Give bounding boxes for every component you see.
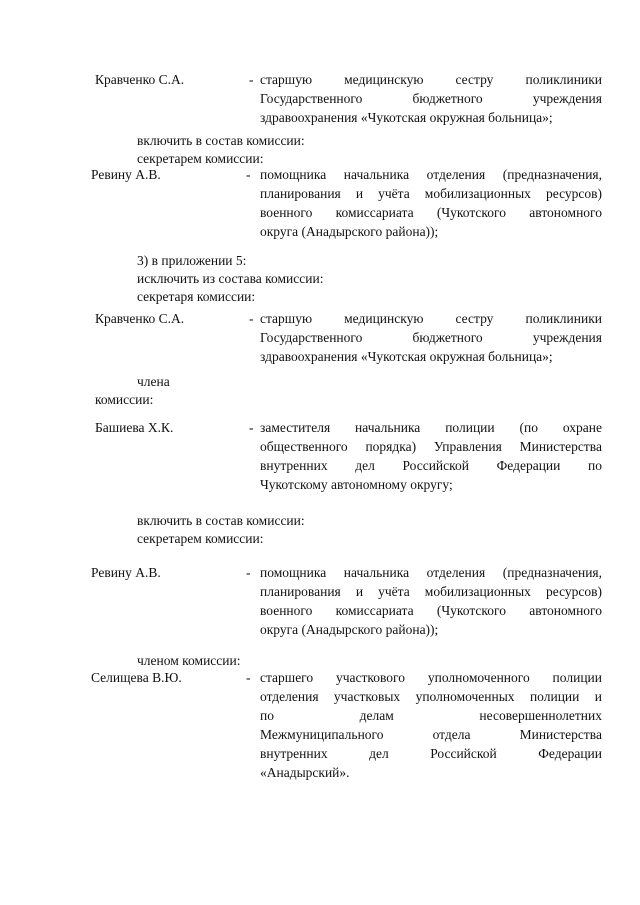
person-position xyxy=(260,309,602,366)
section-heading: 3) в приложении 5: xyxy=(137,253,247,268)
dash: - xyxy=(246,565,251,580)
section-heading: исключить из состава комиссии: xyxy=(137,271,324,286)
position-line: старшую медицинскую сестру поликлиники xyxy=(260,72,602,87)
person-position xyxy=(260,563,602,639)
position-line: здравоохранения «Чукотская окружная больница»; xyxy=(260,349,553,364)
position-line: Межмуниципального отдела Министерства xyxy=(260,727,602,742)
position-line: старшую медицинскую сестру поликлиники xyxy=(260,311,602,326)
position-line: Государственного бюджетного учреждения xyxy=(260,91,602,106)
dash: - xyxy=(249,420,254,435)
section-heading: секретарем комиссии: xyxy=(137,531,264,546)
section-heading: членом комиссии: xyxy=(137,653,241,668)
person-name: Ревину А.В. xyxy=(91,167,161,182)
position-line: планирования и учёта мобилизационных ресурсов) xyxy=(260,584,602,599)
person-position xyxy=(260,668,602,782)
position-line: отделения участковых уполномоченных полиции и xyxy=(260,689,602,704)
section-heading: члена xyxy=(137,374,170,389)
section-heading: секретарем комиссии: xyxy=(137,151,264,166)
position-line: округа (Анадырского района)); xyxy=(260,622,439,637)
position-line: внутренних дел Российской Федерации по xyxy=(260,458,602,473)
position-line: округа (Анадырского района)); xyxy=(260,224,439,239)
section-heading: включить в состав комиссии: xyxy=(137,133,305,148)
section-heading: комиссии: xyxy=(95,392,154,407)
dash: - xyxy=(249,72,254,87)
person-name: Селищева В.Ю. xyxy=(91,670,182,685)
person-name: Башиева Х.К. xyxy=(95,420,174,435)
position-line: планирования и учёта мобилизационных ресурсов) xyxy=(260,186,602,201)
position-line: старшего участкового уполномоченного полиции xyxy=(260,670,602,685)
position-line: Чукотскому автономному округу; xyxy=(260,477,453,492)
person-position xyxy=(260,70,602,127)
dash: - xyxy=(249,311,254,326)
person-name: Кравченко С.А. xyxy=(95,311,185,326)
position-line: здравоохранения «Чукотская окружная больница»; xyxy=(260,110,553,125)
position-line: по делам несовершеннолетних xyxy=(260,708,602,723)
position-line: помощника начальника отделения (предназначения, xyxy=(260,565,602,580)
person-position xyxy=(260,165,602,241)
person-name: Кравченко С.А. xyxy=(95,72,185,87)
position-line: внутренних дел Российской Федерации xyxy=(260,746,602,761)
dash: - xyxy=(246,670,251,685)
position-line: помощника начальника отделения (предназначения, xyxy=(260,167,602,182)
section-heading: включить в состав комиссии: xyxy=(137,513,305,528)
person-position xyxy=(260,418,602,494)
section-heading: секретаря комиссии: xyxy=(137,289,256,304)
position-line: военного комиссариата (Чукотского автономного xyxy=(260,205,602,220)
person-name: Ревину А.В. xyxy=(91,565,161,580)
position-line: заместителя начальника полиции (по охране xyxy=(260,420,602,435)
position-line: общественного порядка) Управления Министерства xyxy=(260,439,602,454)
dash: - xyxy=(246,167,251,182)
position-line: военного комиссариата (Чукотского автономного xyxy=(260,603,602,618)
position-line: Государственного бюджетного учреждения xyxy=(260,330,602,345)
position-line: «Анадырский». xyxy=(260,765,350,780)
